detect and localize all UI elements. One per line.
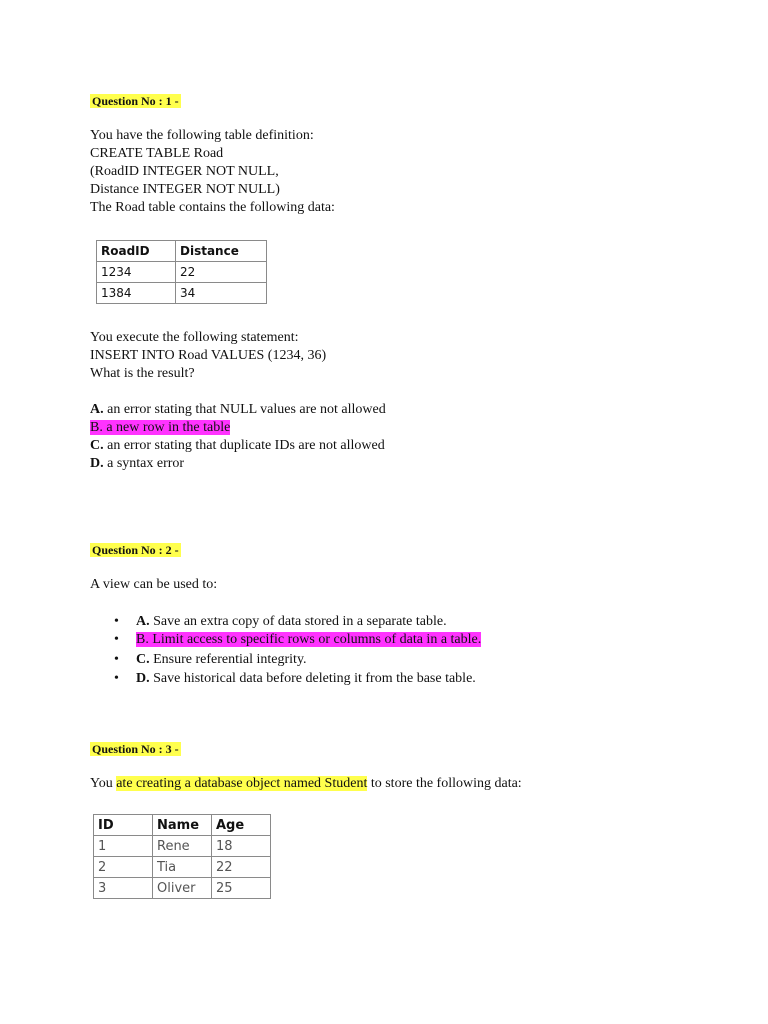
table-cell: 3 bbox=[94, 878, 153, 899]
table-header-cell: RoadID bbox=[97, 241, 176, 262]
q2-prompt: A view can be used to: bbox=[90, 577, 218, 592]
option-letter: B. bbox=[136, 632, 149, 647]
table-cell: 22 bbox=[176, 262, 267, 283]
option-letter: C. bbox=[90, 438, 104, 453]
student-table bbox=[93, 814, 271, 899]
q1-option-c bbox=[90, 437, 385, 455]
q1-line-2: CREATE TABLE Road bbox=[90, 146, 224, 161]
option-text: Save an extra copy of data stored in a separate table. bbox=[149, 614, 447, 629]
prompt-text: to store the following data: bbox=[367, 776, 522, 791]
question-2-heading: Question No : 2 - bbox=[92, 543, 179, 557]
q1-line2-1: You execute the following statement: bbox=[90, 330, 299, 345]
table-row bbox=[94, 857, 271, 878]
q1-line2-3: What is the result? bbox=[90, 366, 195, 381]
option-letter: C. bbox=[136, 652, 150, 667]
q1-line-1: You have the following table definition: bbox=[90, 128, 314, 143]
table-row bbox=[97, 262, 267, 283]
option-letter: B. bbox=[90, 420, 103, 435]
table-cell: Oliver bbox=[153, 878, 212, 899]
table-header-cell: Name bbox=[153, 815, 212, 836]
table-cell: 25 bbox=[212, 878, 271, 899]
bullet-icon: • bbox=[114, 614, 119, 629]
table-cell: 18 bbox=[212, 836, 271, 857]
table-row bbox=[97, 283, 267, 304]
table-cell: 22 bbox=[212, 857, 271, 878]
q1-option-d bbox=[90, 455, 184, 473]
q1-line-3: (RoadID INTEGER NOT NULL, bbox=[90, 164, 279, 179]
question-1-heading: Question No : 1 - bbox=[92, 94, 179, 108]
option-letter: A. bbox=[136, 614, 150, 629]
q3-prompt bbox=[90, 775, 522, 793]
option-text: an error stating that duplicate IDs are not allowed bbox=[103, 438, 385, 453]
prompt-text: You bbox=[90, 776, 117, 791]
q1-option-a bbox=[90, 401, 386, 419]
option-text: an error stating that NULL values are not allowed bbox=[103, 402, 386, 417]
q1-option-b bbox=[90, 419, 230, 437]
table-header-row bbox=[94, 815, 271, 836]
option-text: a syntax error bbox=[103, 456, 185, 471]
bullet-icon: • bbox=[114, 652, 119, 667]
table-header-cell: Distance bbox=[176, 241, 267, 262]
option-text: a new row in the table bbox=[102, 420, 231, 435]
correct-answer-highlight bbox=[136, 632, 481, 647]
table-header-cell: Age bbox=[212, 815, 271, 836]
option-letter: A. bbox=[90, 402, 104, 417]
table-cell: 1 bbox=[94, 836, 153, 857]
table-cell: 34 bbox=[176, 283, 267, 304]
table-cell: Rene bbox=[153, 836, 212, 857]
q1-line-4: Distance INTEGER NOT NULL) bbox=[90, 182, 280, 197]
q1-line-5: The Road table contains the following data: bbox=[90, 200, 335, 215]
question-3-heading: Question No : 3 - bbox=[92, 742, 179, 756]
bullet-icon: • bbox=[114, 671, 119, 686]
option-text: Save historical data before deleting it from the base table. bbox=[149, 671, 476, 686]
table-cell: 1384 bbox=[97, 283, 176, 304]
option-letter: D. bbox=[136, 671, 150, 686]
table-cell: 1234 bbox=[97, 262, 176, 283]
table-cell: Tia bbox=[153, 857, 212, 878]
bullet-icon: • bbox=[114, 632, 119, 647]
correct-answer-highlight bbox=[90, 420, 230, 435]
table-cell: 2 bbox=[94, 857, 153, 878]
option-letter: D. bbox=[90, 456, 104, 471]
q1-line2-2: INSERT INTO Road VALUES (1234, 36) bbox=[90, 348, 327, 363]
table-row bbox=[94, 836, 271, 857]
highlighted-text: ate creating a database object named Student bbox=[116, 776, 368, 791]
table-header-cell: ID bbox=[94, 815, 153, 836]
table-header-row bbox=[97, 241, 267, 262]
option-text: Limit access to specific rows or columns of data in a table. bbox=[148, 632, 482, 647]
table-row bbox=[94, 878, 271, 899]
road-table bbox=[96, 240, 267, 304]
option-text: Ensure referential integrity. bbox=[149, 652, 307, 667]
